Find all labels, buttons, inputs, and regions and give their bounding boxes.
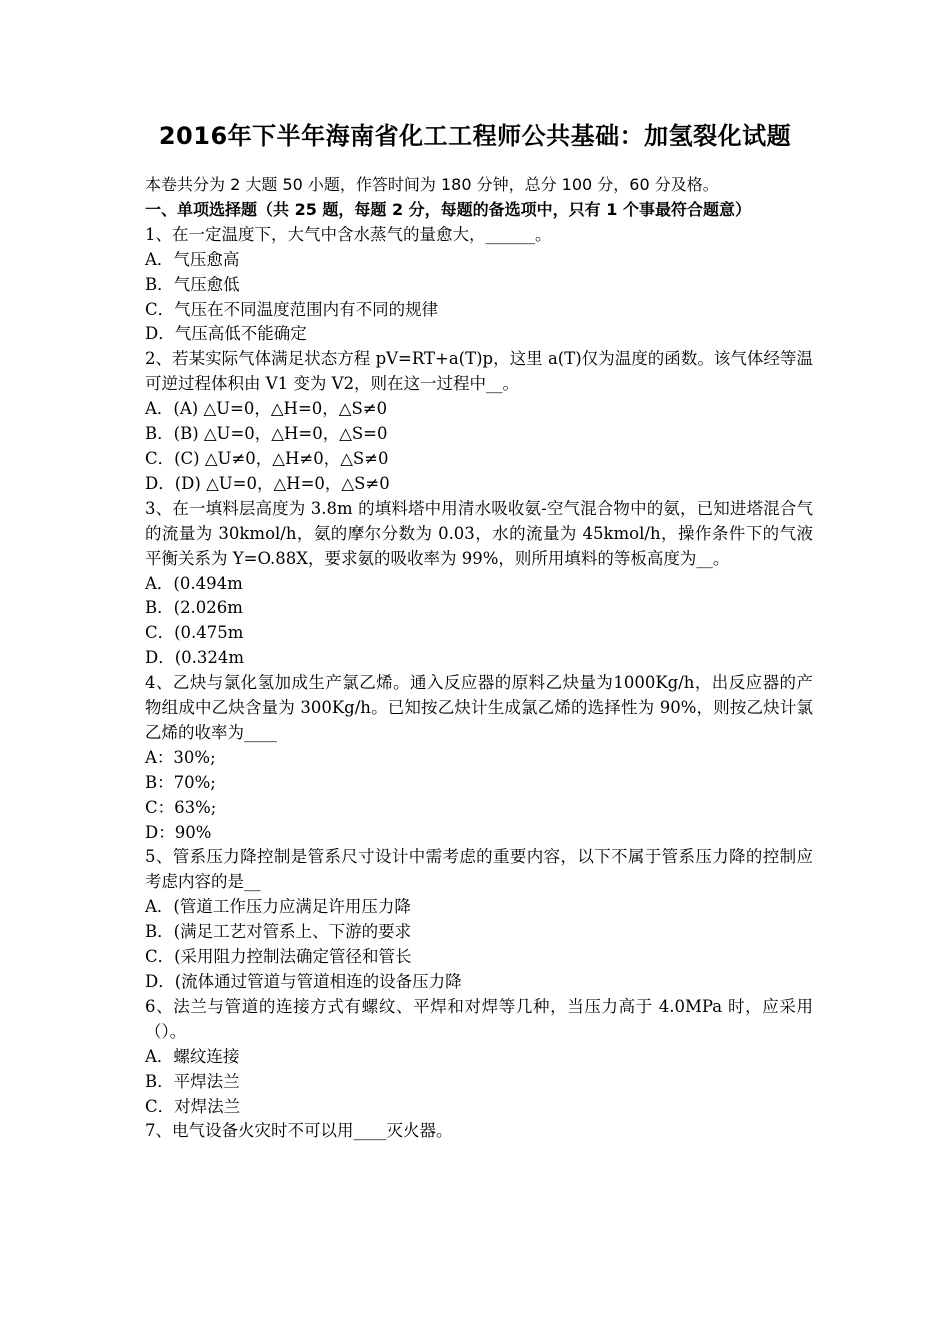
question-stem: 1、在一定温度下，大气中含水蒸气的量愈大，______。 (145, 224, 552, 244)
question-stem: 7、电气设备火灾时不可以用____灭火器。 (145, 1121, 453, 1141)
question-option: D．(D) △U=0，△H=0，△S≠0 (145, 473, 390, 493)
question-stem: 5、管系压力降控制是管系尺寸设计中需考虑的重要内容，以下不属于管系压力降的控制应考虑内容的是__ (145, 847, 813, 892)
question-option: A．螺纹连接 (145, 1046, 240, 1066)
question-option: C．对焊法兰 (145, 1096, 241, 1116)
question-option: B．(2.026m (145, 598, 243, 618)
document-body (145, 173, 813, 1144)
document-title: 2016年下半年海南省化工工程师公共基础：加氢裂化试题 (158, 122, 792, 150)
question-option: B．气压愈低 (145, 274, 240, 294)
question-option: D．气压高低不能确定 (145, 324, 307, 344)
exam-intro: 本卷共分为 2 大题 50 小题，作答时间为 180 分钟，总分 100 分，60 分及格。 (145, 175, 719, 194)
section-heading: 一、单项选择题（共 25 题，每题 2 分，每题的备选项中，只有 1 个事最符合题意） (145, 199, 751, 219)
question-option: B：70%; (145, 772, 216, 792)
question-option: C．气压在不同温度范围内有不同的规律 (145, 299, 439, 319)
question-option: D：90% (145, 822, 212, 842)
question-stem: 6、法兰与管道的连接方式有螺纹、平焊和对焊等几种，当压力高于 4.0MPa 时，应采用（）。 (145, 996, 813, 1041)
question-option: A：30%; (145, 747, 216, 767)
question-option: A．气压愈高 (145, 249, 240, 269)
question-option: C．(采用阻力控制法确定管径和管长 (145, 947, 412, 967)
question-option: C．(C) △U≠0，△H≠0，△S≠0 (145, 448, 389, 468)
question-stem: 3、在一填料层高度为 3.8m 的填料塔中用清水吸收氨-空气混合物中的氨，已知进塔混合气的流量为 30kmol/h，氨的摩尔分数为 0.03，水的流量为 45kmol/h，操作条件下的气液平衡关系为 Y=O.88X，要求氨的吸收率为 99%，则所用填料的等板高度为__。 (145, 498, 813, 568)
question-option: A．(0.494m (145, 573, 243, 593)
question-option: C．(0.475m (145, 623, 244, 643)
question-option: C：63%; (145, 797, 217, 817)
question-option: A．(A) △U=0，△H=0，△S≠0 (145, 399, 388, 419)
question-option: A．(管道工作压力应满足许用压力降 (145, 897, 411, 917)
question-option: B．平焊法兰 (145, 1071, 240, 1091)
question-stem: 2、若某实际气体满足状态方程 pV=RT+a(T)p，这里 a(T)仅为温度的函数。该气体经等温可逆过程体积由 V1 变为 V2，则在这一过程中__。 (145, 349, 813, 394)
question-option: D．(0.324m (145, 648, 245, 668)
question-option: D．(流体通过管道与管道相连的设备压力降 (145, 972, 462, 991)
question-option: B．(B) △U=0，△H=0，△S=0 (145, 424, 388, 444)
question-option: B．(满足工艺对管系上、下游的要求 (145, 922, 412, 942)
question-stem: 4、乙炔与氯化氢加成生产氯乙烯。通入反应器的原料乙炔量为1000Kg/h，出反应器的产物组成中乙炔含量为 300Kg/h。已知按乙炔计生成氯乙烯的选择性为 90%，则按乙炔计氯乙烯的收率为____ (145, 673, 813, 742)
